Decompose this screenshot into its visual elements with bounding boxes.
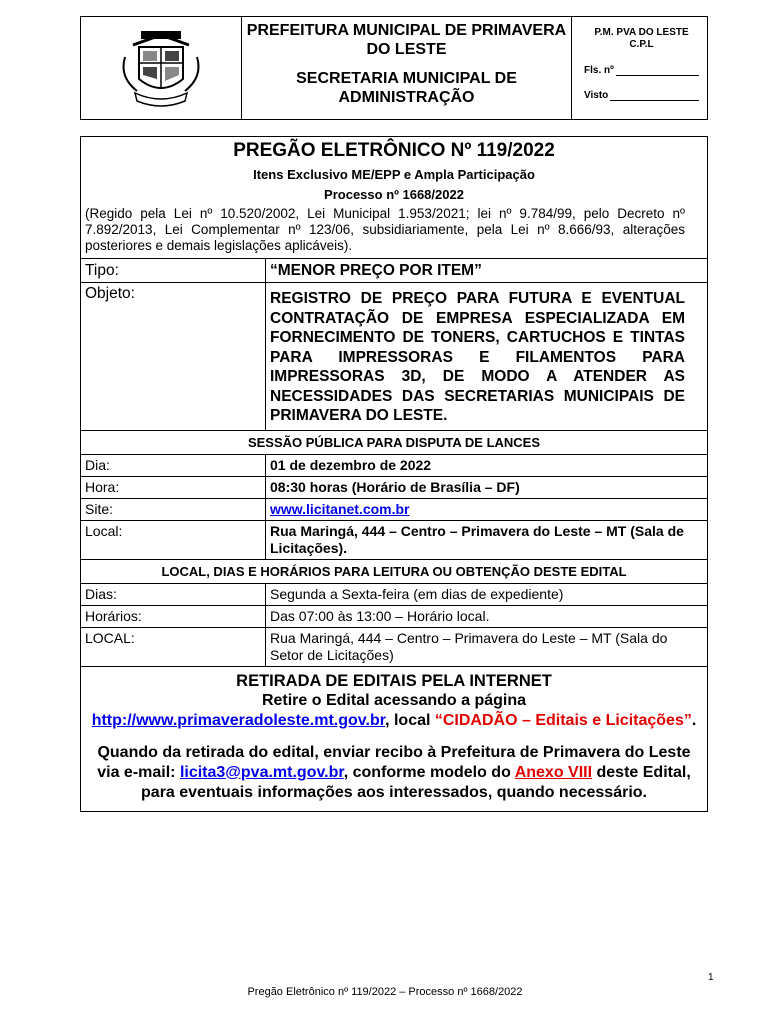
- fls-line: [616, 66, 699, 76]
- leitura-local-label: LOCAL:: [81, 627, 266, 666]
- tipo-label: Tipo:: [81, 259, 266, 283]
- page-footer: Pregão Eletrônico nº 119/2022 – Processo nº 1668/2022: [247, 986, 523, 998]
- dias-value: Segunda a Sexta-feira (em dias de expediente): [266, 583, 708, 605]
- visto-row: [584, 90, 699, 101]
- objeto-label: Objeto:: [81, 283, 266, 431]
- local-text: , local: [385, 711, 435, 729]
- stamp-text: P.M. PVA DO LESTE C.P.L: [594, 27, 689, 50]
- hora-value: 08:30 horas (Horário de Brasília – DF): [266, 476, 708, 498]
- portal-link[interactable]: http://www.primaveradoleste.mt.gov.br: [91, 711, 386, 729]
- leitura-heading: LOCAL, DIAS E HORÁRIOS PARA LEITURA OU OBTENÇÃO DESTE EDITAL: [81, 559, 707, 583]
- site-row: [81, 498, 707, 520]
- visto-label: Visto: [584, 90, 609, 101]
- horarios-value: Das 07:00 às 13:00 – Horário local.: [266, 605, 708, 627]
- edital-box: [80, 136, 708, 812]
- logo-cell: [81, 17, 242, 119]
- sessao-heading-row: [81, 430, 707, 454]
- dia-row: [81, 454, 707, 476]
- visto-line: [610, 91, 699, 101]
- dia-label: Dia:: [81, 454, 266, 476]
- anexo-link[interactable]: Anexo VIII: [514, 763, 593, 781]
- tipo-value: “MENOR PREÇO POR ITEM”: [266, 259, 708, 283]
- coat-of-arms-logo: [113, 27, 209, 109]
- site-label: Site:: [81, 498, 266, 520]
- dias-row: [81, 583, 707, 605]
- instr-part-b: , conforme modelo do: [343, 763, 515, 781]
- protocol-stamp-cell: [572, 17, 707, 119]
- prefeitura-name: PREFEITURA MUNICIPAL DE PRIMAVERA DO LESTE: [246, 22, 567, 58]
- retirada-section: [81, 666, 707, 811]
- legal-basis-text: (Regido pela Lei nº 10.520/2002, Lei Municipal 1.953/2021; lei nº 9.784/99, pelo Decreto nº 7.892/2013, Lei Complementar nº 123/06, subsidiariamente, pela Lei nº 8.666/93, alterações posteriores e demais legislações aplicáveis).: [85, 206, 685, 253]
- document-header: [80, 16, 708, 120]
- page-number: 1: [708, 972, 714, 983]
- objeto-value: REGISTRO DE PREÇO PARA FUTURA E EVENTUAL CONTRATAÇÃO DE EMPRESA ESPECIALIZADA EM FORNECIMENTO DE TONERS, CARTUCHOS E TINTAS PARA IMPRESSORAS E FILAMENTOS PARA IMPRESSORAS 3D, DE MODO A ATENDER AS NECESSIDADES DAS SECRETARIAS MUNICIPAIS DE PRIMAVERA DO LESTE.: [266, 283, 708, 431]
- retirada-url-line: [91, 711, 697, 731]
- cidadao-editais-text: “CIDADÃO – Editais e Licitações”: [434, 711, 692, 729]
- retirada-heading: RETIRADA DE EDITAIS PELA INTERNET: [236, 671, 552, 690]
- site-link[interactable]: www.licitanet.com.br: [270, 500, 410, 517]
- participation-subtitle: Itens Exclusivo ME/EPP e Ampla Participação: [253, 167, 535, 182]
- leitura-local-value: Rua Maringá, 444 – Centro – Primavera do Leste – MT (Sala do Setor de Licitações): [266, 627, 708, 666]
- horarios-row: [81, 605, 707, 627]
- sessao-local-row: [81, 520, 707, 559]
- sessao-heading: SESSÃO PÚBLICA PARA DISPUTA DE LANCES: [81, 430, 707, 454]
- horarios-label: Horários:: [81, 605, 266, 627]
- fls-row: [584, 65, 699, 76]
- hora-row: [81, 476, 707, 498]
- leitura-heading-row: [81, 559, 707, 583]
- instr-part-c: deste Edital, para eventuais informações aos interessados, quando necessário.: [141, 763, 691, 801]
- header-title-cell: [242, 17, 572, 119]
- instr-part-a: Quando da retirada do edital, enviar recibo à Prefeitura de Primavera do Leste via e-mail:: [97, 743, 691, 781]
- fls-label: Fls. nº: [584, 65, 614, 76]
- period-text: .: [691, 711, 697, 729]
- hora-label: Hora:: [81, 476, 266, 498]
- dias-label: Dias:: [81, 583, 266, 605]
- retirada-instructions: [91, 743, 697, 803]
- sessao-local-value: Rua Maringá, 444 – Centro – Primavera do Leste – MT (Sala de Licitações).: [266, 520, 708, 559]
- dia-value: 01 de dezembro de 2022: [266, 454, 708, 476]
- tipo-row: [81, 259, 707, 283]
- document-title: PREGÃO ELETRÔNICO Nº 119/2022: [233, 140, 555, 161]
- sessao-local-label: Local:: [81, 520, 266, 559]
- email-link[interactable]: licita3@pva.mt.gov.br: [179, 763, 344, 781]
- retirada-line1: Retire o Edital acessando a página: [261, 691, 527, 709]
- leitura-local-row: [81, 627, 707, 666]
- processo-number: Processo nº 1668/2022: [324, 187, 464, 202]
- edital-table: [81, 258, 707, 666]
- secretaria-name: SECRETARIA MUNICIPAL DE ADMINISTRAÇÃO: [296, 70, 517, 106]
- objeto-row: [81, 283, 707, 431]
